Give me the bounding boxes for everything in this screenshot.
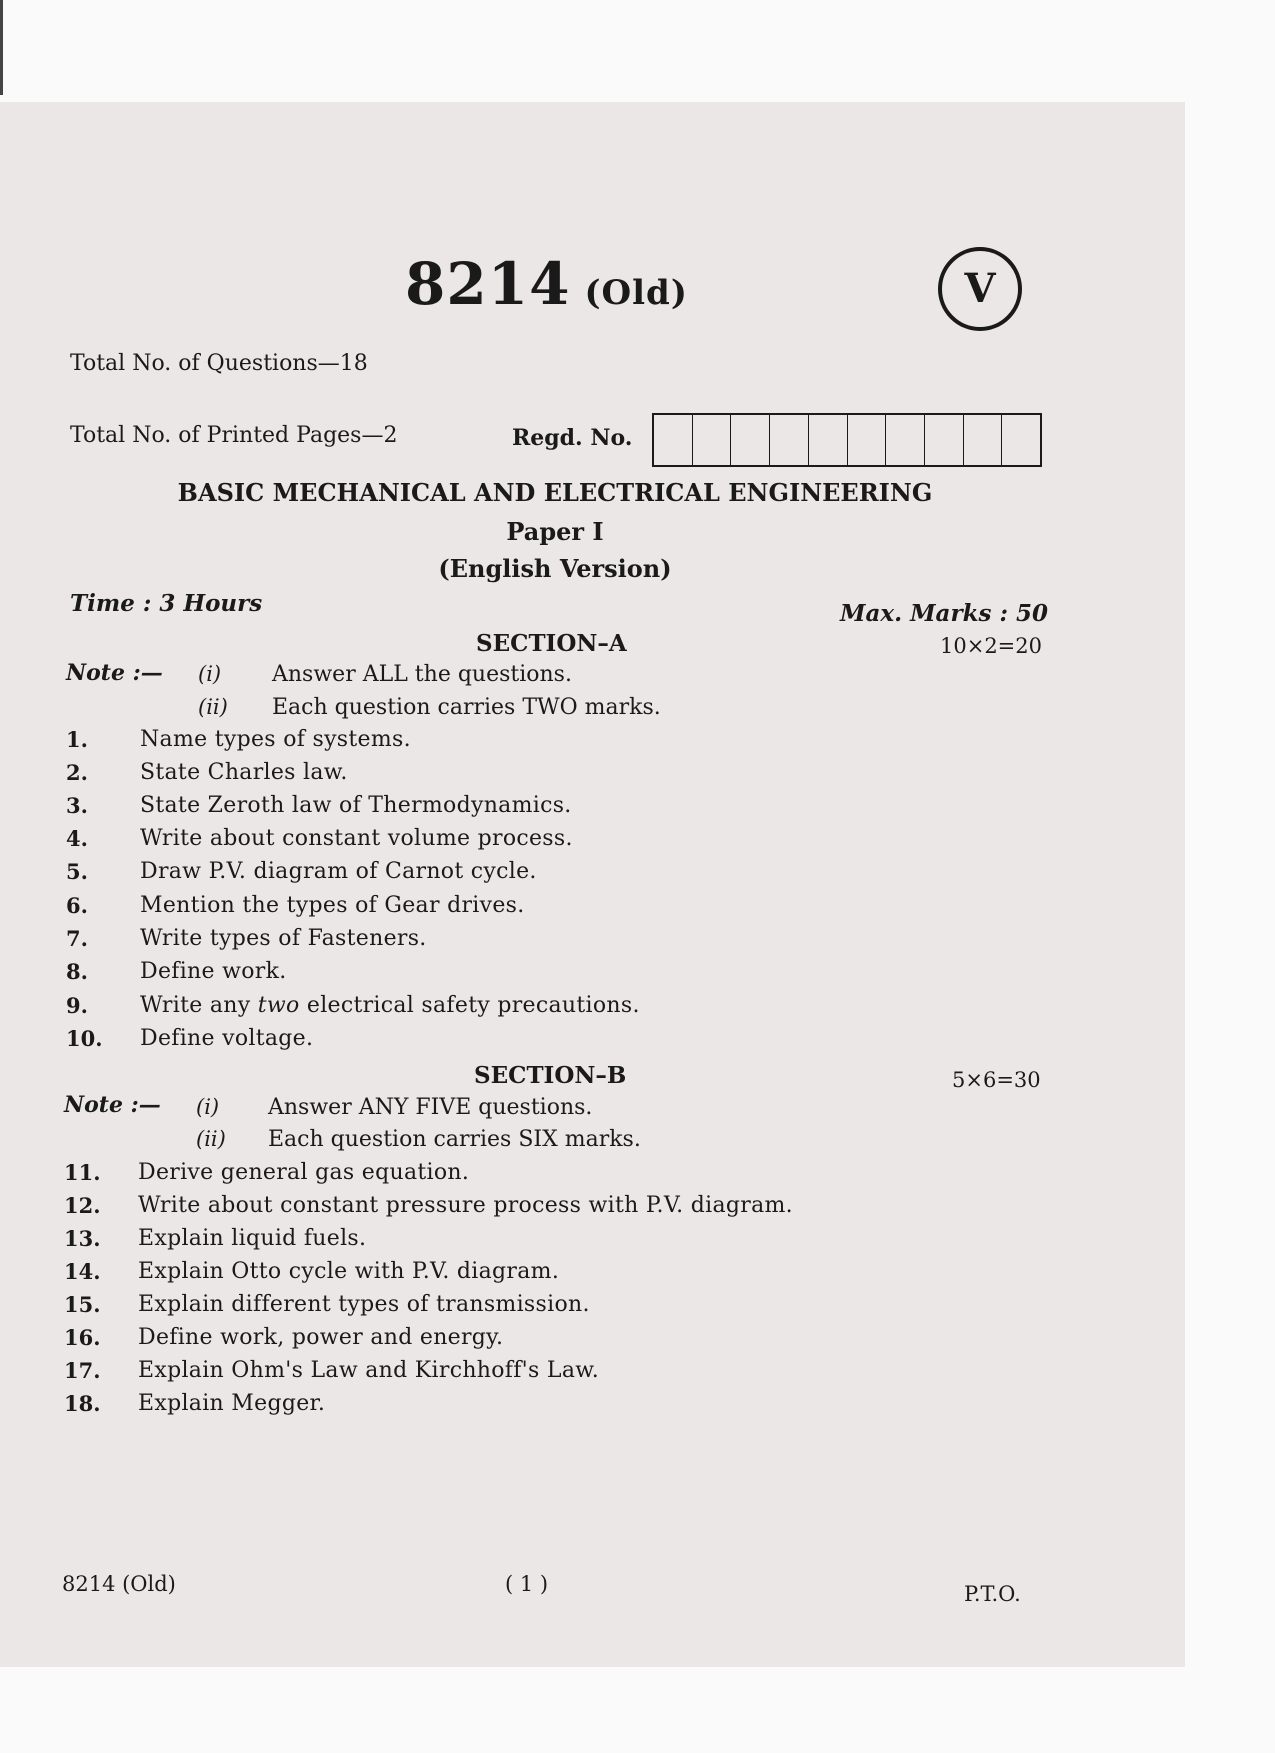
section-a-note-text: Each question carries TWO marks. xyxy=(272,695,661,720)
section-b-note-text: Each question carries SIX marks. xyxy=(268,1127,641,1152)
question-number: 4. xyxy=(66,826,88,851)
regd-digit-box[interactable] xyxy=(925,415,964,465)
question-number: 2. xyxy=(66,760,88,785)
footer-paper-code: 8214 (Old) xyxy=(62,1572,176,1596)
question-text: Explain different types of transmission. xyxy=(138,1292,590,1317)
question-number: 13. xyxy=(64,1226,101,1251)
regd-digit-box[interactable] xyxy=(693,415,732,465)
section-b-marks: 5×6=30 xyxy=(952,1068,1041,1092)
question-number: 12. xyxy=(64,1193,101,1218)
section-b-note-num: (i) xyxy=(196,1095,220,1119)
section-a-title: SECTION–A xyxy=(476,630,627,657)
section-a-note-num: (i) xyxy=(198,662,222,686)
question-number: 17. xyxy=(64,1358,101,1383)
question-number: 8. xyxy=(66,959,88,984)
section-a-note-num: (ii) xyxy=(198,695,228,719)
language-version: (English Version) xyxy=(438,554,672,583)
question-text: Define work, power and energy. xyxy=(138,1325,504,1350)
regd-digit-box[interactable] xyxy=(809,415,848,465)
section-b-title: SECTION–B xyxy=(474,1062,627,1089)
exam-paper-page xyxy=(0,102,1185,1667)
total-questions: Total No. of Questions—18 xyxy=(70,351,368,376)
question-text: Name types of systems. xyxy=(140,727,411,752)
regd-digit-box[interactable] xyxy=(886,415,925,465)
version-badge: V xyxy=(938,247,1022,331)
question-text: Draw P.V. diagram of Carnot cycle. xyxy=(140,859,537,884)
section-a-note-label: Note :— xyxy=(66,660,163,686)
question-number: 18. xyxy=(64,1391,101,1416)
question-number: 5. xyxy=(66,859,88,884)
question-text: Explain Megger. xyxy=(138,1391,326,1416)
question-text: Mention the types of Gear drives. xyxy=(140,893,525,918)
question-number: 1. xyxy=(66,727,88,752)
section-a-note-text: Answer ALL the questions. xyxy=(272,662,572,687)
regd-digit-box[interactable] xyxy=(964,415,1003,465)
section-a-marks: 10×2=20 xyxy=(940,634,1042,658)
exam-time: Time : 3 Hours xyxy=(70,590,263,617)
question-number: 10. xyxy=(66,1026,103,1051)
subject-title: BASIC MECHANICAL AND ELECTRICAL ENGINEERING xyxy=(177,478,933,507)
question-text: Define voltage. xyxy=(140,1026,314,1051)
scan-edge xyxy=(0,0,3,95)
regd-digit-box[interactable] xyxy=(731,415,770,465)
paper-code: 8214 (Old) xyxy=(405,250,688,318)
question-text: State Zeroth law of Thermodynamics. xyxy=(140,793,572,818)
question-text: Write about constant volume process. xyxy=(140,826,573,851)
section-b-note-text: Answer ANY FIVE questions. xyxy=(268,1095,593,1120)
section-b-note-label: Note :— xyxy=(64,1092,161,1118)
question-number: 3. xyxy=(66,793,88,818)
paper-title: Paper I xyxy=(506,517,604,546)
question-text: Define work. xyxy=(140,959,287,984)
regd-label: Regd. No. xyxy=(512,425,633,451)
section-b-note-num: (ii) xyxy=(196,1127,226,1151)
total-pages: Total No. of Printed Pages—2 xyxy=(70,423,398,448)
question-number: 16. xyxy=(64,1325,101,1350)
question-text: Write about constant pressure process with P.V. diagram. xyxy=(138,1193,793,1218)
question-text: Derive general gas equation. xyxy=(138,1160,470,1185)
question-number: 9. xyxy=(66,993,88,1018)
question-text: State Charles law. xyxy=(140,760,348,785)
question-number: 15. xyxy=(64,1292,101,1317)
regd-digit-box[interactable] xyxy=(770,415,809,465)
pto-label: P.T.O. xyxy=(964,1582,1021,1606)
regd-number-boxes[interactable] xyxy=(652,413,1042,467)
question-text: Explain Ohm's Law and Kirchhoff's Law. xyxy=(138,1358,600,1383)
question-text: Write any two electrical safety precautions. xyxy=(140,993,640,1018)
question-text: Explain Otto cycle with P.V. diagram. xyxy=(138,1259,560,1284)
question-text: Explain liquid fuels. xyxy=(138,1226,367,1251)
question-number: 7. xyxy=(66,926,88,951)
question-number: 11. xyxy=(64,1160,101,1185)
max-marks: Max. Marks : 50 xyxy=(840,600,1048,627)
paper-edition: (Old) xyxy=(584,273,688,313)
regd-digit-box[interactable] xyxy=(654,415,693,465)
page-number: ( 1 ) xyxy=(505,1572,549,1596)
question-text: Write types of Fasteners. xyxy=(140,926,427,951)
regd-digit-box[interactable] xyxy=(1002,415,1040,465)
question-number: 6. xyxy=(66,893,88,918)
question-number: 14. xyxy=(64,1259,101,1284)
regd-digit-box[interactable] xyxy=(848,415,887,465)
